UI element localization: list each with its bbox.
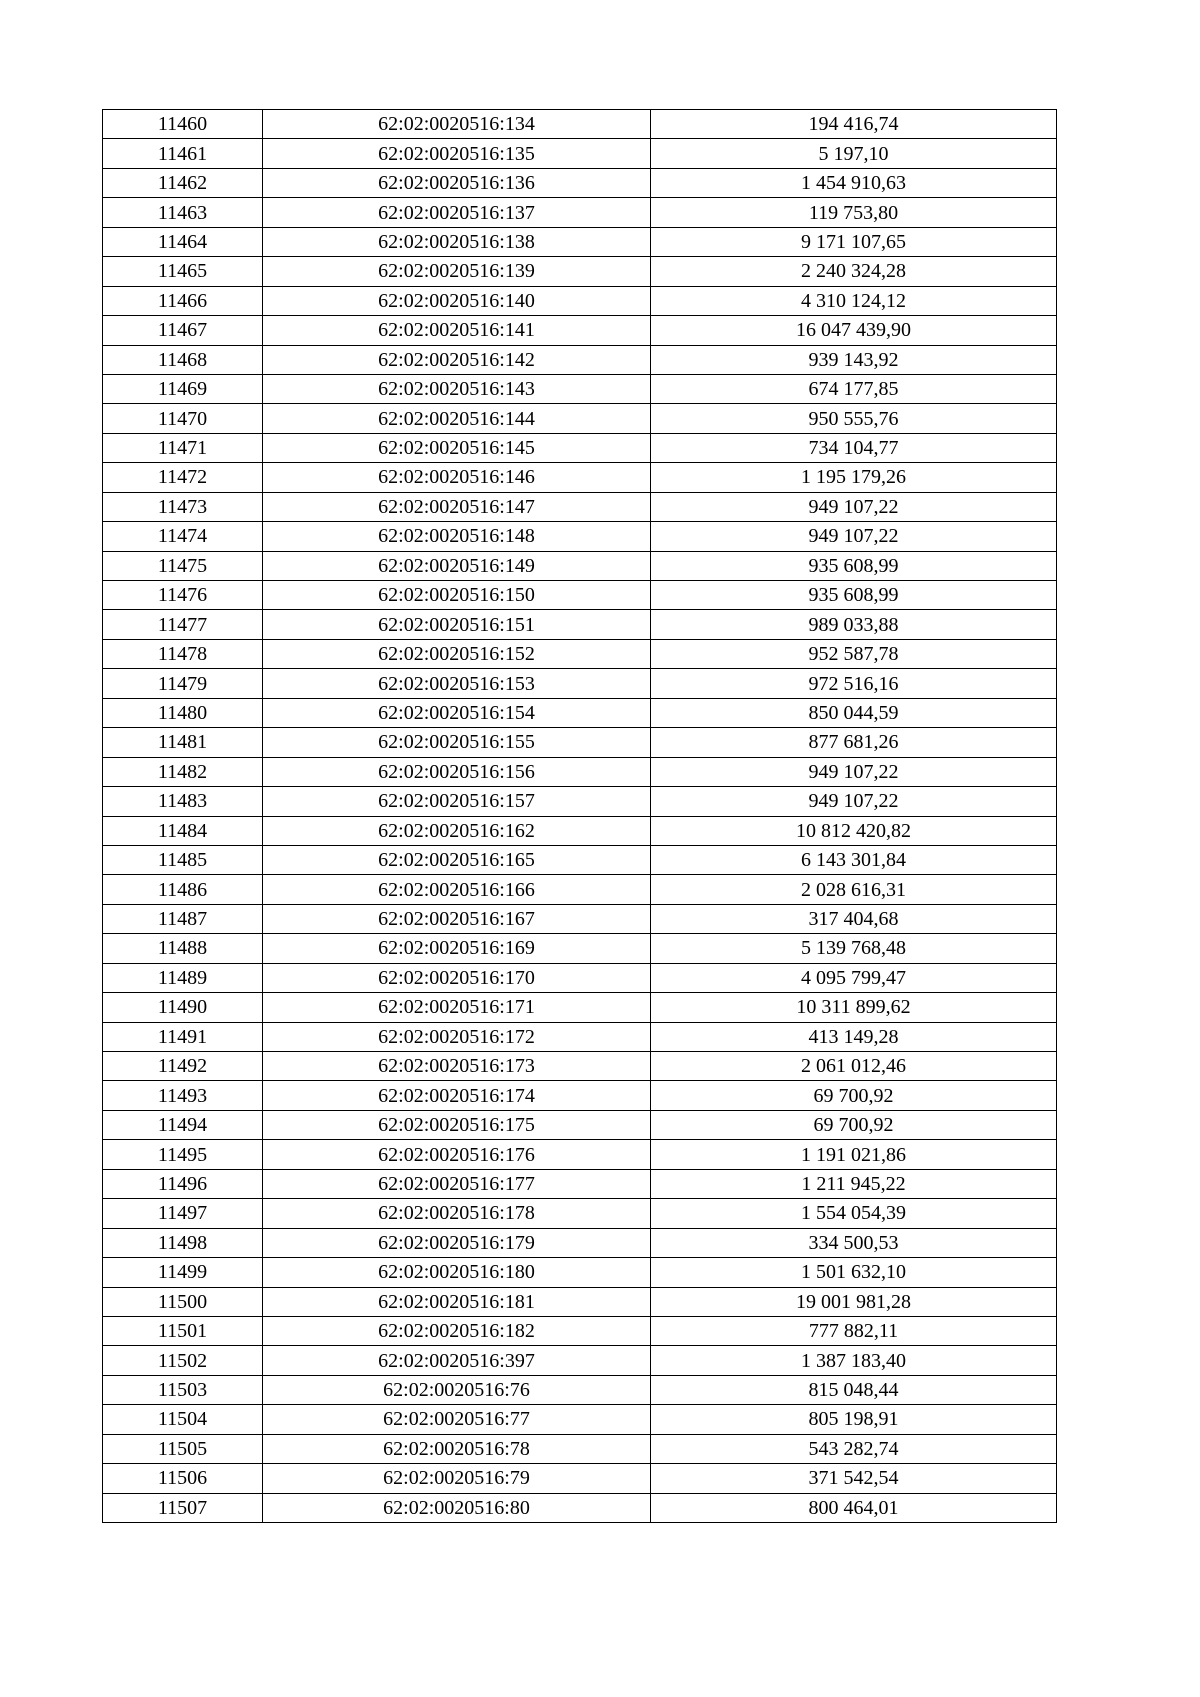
cadastral-value-cell: 5 197,10 [651, 139, 1057, 168]
table-body [103, 110, 1057, 1523]
row-number-cell: 11480 [103, 698, 263, 727]
table-row [103, 139, 1057, 168]
row-number-cell: 11492 [103, 1052, 263, 1081]
cadastral-value-cell: 952 587,78 [651, 639, 1057, 668]
cadastral-number-cell: 62:02:0020516:180 [263, 1258, 651, 1287]
cadastral-number-cell: 62:02:0020516:146 [263, 463, 651, 492]
table-row [103, 522, 1057, 551]
cadastral-number-cell: 62:02:0020516:165 [263, 845, 651, 874]
table-row [103, 757, 1057, 786]
row-number-cell: 11462 [103, 168, 263, 197]
cadastral-value-cell: 10 812 420,82 [651, 816, 1057, 845]
cadastral-value-cell: 1 211 945,22 [651, 1169, 1057, 1198]
table-row [103, 1464, 1057, 1493]
cadastral-value-cell: 805 198,91 [651, 1405, 1057, 1434]
cadastral-value-cell: 413 149,28 [651, 1022, 1057, 1051]
cadastral-value-cell: 9 171 107,65 [651, 227, 1057, 256]
table-row [103, 1493, 1057, 1522]
cadastral-number-cell: 62:02:0020516:138 [263, 227, 651, 256]
row-number-cell: 11500 [103, 1287, 263, 1316]
cadastral-value-cell: 10 311 899,62 [651, 993, 1057, 1022]
cadastral-number-cell: 62:02:0020516:175 [263, 1110, 651, 1139]
cadastral-number-cell: 62:02:0020516:181 [263, 1287, 651, 1316]
cadastral-value-cell: 1 191 021,86 [651, 1140, 1057, 1169]
row-number-cell: 11467 [103, 316, 263, 345]
table-row [103, 404, 1057, 433]
cadastral-number-cell: 62:02:0020516:80 [263, 1493, 651, 1522]
cadastral-value-cell: 734 104,77 [651, 433, 1057, 462]
table-row [103, 904, 1057, 933]
table-row [103, 1140, 1057, 1169]
cadastral-value-cell: 16 047 439,90 [651, 316, 1057, 345]
row-number-cell: 11473 [103, 492, 263, 521]
table-row [103, 257, 1057, 286]
cadastral-number-cell: 62:02:0020516:172 [263, 1022, 651, 1051]
cadastral-number-cell: 62:02:0020516:174 [263, 1081, 651, 1110]
cadastral-number-cell: 62:02:0020516:139 [263, 257, 651, 286]
row-number-cell: 11479 [103, 669, 263, 698]
table-row [103, 993, 1057, 1022]
row-number-cell: 11470 [103, 404, 263, 433]
table-row [103, 1316, 1057, 1345]
row-number-cell: 11497 [103, 1199, 263, 1228]
cadastral-value-cell: 1 454 910,63 [651, 168, 1057, 197]
table-row [103, 286, 1057, 315]
row-number-cell: 11493 [103, 1081, 263, 1110]
table-row [103, 227, 1057, 256]
cadastral-value-cell: 5 139 768,48 [651, 934, 1057, 963]
cadastral-value-cell: 69 700,92 [651, 1110, 1057, 1139]
cadastral-number-cell: 62:02:0020516:78 [263, 1434, 651, 1463]
cadastral-value-cell: 371 542,54 [651, 1464, 1057, 1493]
cadastral-value-cell: 950 555,76 [651, 404, 1057, 433]
table-row [103, 963, 1057, 992]
row-number-cell: 11505 [103, 1434, 263, 1463]
row-number-cell: 11465 [103, 257, 263, 286]
row-number-cell: 11499 [103, 1258, 263, 1287]
cadastral-number-cell: 62:02:0020516:178 [263, 1199, 651, 1228]
cadastral-value-cell: 949 107,22 [651, 492, 1057, 521]
row-number-cell: 11491 [103, 1022, 263, 1051]
cadastral-number-cell: 62:02:0020516:397 [263, 1346, 651, 1375]
cadastral-value-cell: 194 416,74 [651, 110, 1057, 139]
row-number-cell: 11498 [103, 1228, 263, 1257]
cadastral-number-cell: 62:02:0020516:145 [263, 433, 651, 462]
cadastral-number-cell: 62:02:0020516:144 [263, 404, 651, 433]
table-row [103, 610, 1057, 639]
row-number-cell: 11482 [103, 757, 263, 786]
cadastral-number-cell: 62:02:0020516:169 [263, 934, 651, 963]
row-number-cell: 11487 [103, 904, 263, 933]
row-number-cell: 11476 [103, 581, 263, 610]
cadastral-value-cell: 935 608,99 [651, 581, 1057, 610]
cadastral-number-cell: 62:02:0020516:177 [263, 1169, 651, 1198]
row-number-cell: 11502 [103, 1346, 263, 1375]
cadastral-number-cell: 62:02:0020516:136 [263, 168, 651, 197]
cadastral-value-cell: 2 061 012,46 [651, 1052, 1057, 1081]
cadastral-value-cell: 949 107,22 [651, 787, 1057, 816]
cadastral-number-cell: 62:02:0020516:135 [263, 139, 651, 168]
cadastral-value-cell: 939 143,92 [651, 345, 1057, 374]
table-row [103, 374, 1057, 403]
row-number-cell: 11501 [103, 1316, 263, 1345]
row-number-cell: 11506 [103, 1464, 263, 1493]
row-number-cell: 11483 [103, 787, 263, 816]
cadastral-number-cell: 62:02:0020516:166 [263, 875, 651, 904]
cadastral-number-cell: 62:02:0020516:134 [263, 110, 651, 139]
row-number-cell: 11507 [103, 1493, 263, 1522]
table-row [103, 698, 1057, 727]
cadastral-number-cell: 62:02:0020516:140 [263, 286, 651, 315]
row-number-cell: 11489 [103, 963, 263, 992]
table-row [103, 551, 1057, 580]
table-row [103, 168, 1057, 197]
cadastral-value-cell: 2 240 324,28 [651, 257, 1057, 286]
row-number-cell: 11490 [103, 993, 263, 1022]
cadastral-number-cell: 62:02:0020516:171 [263, 993, 651, 1022]
table-row [103, 1258, 1057, 1287]
table-row [103, 787, 1057, 816]
row-number-cell: 11477 [103, 610, 263, 639]
cadastral-number-cell: 62:02:0020516:148 [263, 522, 651, 551]
row-number-cell: 11471 [103, 433, 263, 462]
cadastral-number-cell: 62:02:0020516:162 [263, 816, 651, 845]
cadastral-number-cell: 62:02:0020516:173 [263, 1052, 651, 1081]
table-row [103, 110, 1057, 139]
table-row [103, 816, 1057, 845]
cadastral-number-cell: 62:02:0020516:142 [263, 345, 651, 374]
table-row [103, 1199, 1057, 1228]
cadastral-value-cell: 2 028 616,31 [651, 875, 1057, 904]
table-row [103, 934, 1057, 963]
table-row [103, 316, 1057, 345]
table-row [103, 433, 1057, 462]
row-number-cell: 11469 [103, 374, 263, 403]
cadastral-value-cell: 119 753,80 [651, 198, 1057, 227]
cadastral-number-cell: 62:02:0020516:149 [263, 551, 651, 580]
cadastral-value-cell: 1 501 632,10 [651, 1258, 1057, 1287]
cadastral-number-cell: 62:02:0020516:167 [263, 904, 651, 933]
table-row [103, 1287, 1057, 1316]
cadastral-value-cell: 949 107,22 [651, 522, 1057, 551]
cadastral-number-cell: 62:02:0020516:141 [263, 316, 651, 345]
row-number-cell: 11461 [103, 139, 263, 168]
row-number-cell: 11481 [103, 728, 263, 757]
table-row [103, 845, 1057, 874]
cadastral-number-cell: 62:02:0020516:156 [263, 757, 651, 786]
table-row [103, 1081, 1057, 1110]
cadastral-number-cell: 62:02:0020516:77 [263, 1405, 651, 1434]
cadastral-value-cell: 1 387 183,40 [651, 1346, 1057, 1375]
table-row [103, 1434, 1057, 1463]
cadastral-value-cell: 972 516,16 [651, 669, 1057, 698]
cadastral-value-cell: 1 554 054,39 [651, 1199, 1057, 1228]
table-row [103, 669, 1057, 698]
cadastral-value-cell: 4 095 799,47 [651, 963, 1057, 992]
row-number-cell: 11495 [103, 1140, 263, 1169]
cadastral-value-cell: 949 107,22 [651, 757, 1057, 786]
cadastral-number-cell: 62:02:0020516:153 [263, 669, 651, 698]
table-row [103, 1375, 1057, 1404]
cadastral-value-cell: 989 033,88 [651, 610, 1057, 639]
cadastral-number-cell: 62:02:0020516:155 [263, 728, 651, 757]
cadastral-value-table [102, 109, 1057, 1523]
row-number-cell: 11496 [103, 1169, 263, 1198]
cadastral-value-cell: 850 044,59 [651, 698, 1057, 727]
cadastral-number-cell: 62:02:0020516:176 [263, 1140, 651, 1169]
row-number-cell: 11478 [103, 639, 263, 668]
row-number-cell: 11472 [103, 463, 263, 492]
cadastral-value-cell: 877 681,26 [651, 728, 1057, 757]
row-number-cell: 11486 [103, 875, 263, 904]
row-number-cell: 11475 [103, 551, 263, 580]
table-row [103, 345, 1057, 374]
row-number-cell: 11484 [103, 816, 263, 845]
cadastral-number-cell: 62:02:0020516:182 [263, 1316, 651, 1345]
cadastral-number-cell: 62:02:0020516:154 [263, 698, 651, 727]
row-number-cell: 11468 [103, 345, 263, 374]
cadastral-value-cell: 19 001 981,28 [651, 1287, 1057, 1316]
cadastral-value-cell: 69 700,92 [651, 1081, 1057, 1110]
row-number-cell: 11460 [103, 110, 263, 139]
cadastral-number-cell: 62:02:0020516:143 [263, 374, 651, 403]
table-row [103, 1110, 1057, 1139]
table-row [103, 875, 1057, 904]
table-row [103, 1405, 1057, 1434]
cadastral-number-cell: 62:02:0020516:150 [263, 581, 651, 610]
row-number-cell: 11503 [103, 1375, 263, 1404]
table-row [103, 1022, 1057, 1051]
row-number-cell: 11464 [103, 227, 263, 256]
cadastral-number-cell: 62:02:0020516:147 [263, 492, 651, 521]
cadastral-value-cell: 815 048,44 [651, 1375, 1057, 1404]
cadastral-number-cell: 62:02:0020516:137 [263, 198, 651, 227]
table-row [103, 1346, 1057, 1375]
table-row [103, 1052, 1057, 1081]
table-row [103, 728, 1057, 757]
cadastral-number-cell: 62:02:0020516:179 [263, 1228, 651, 1257]
cadastral-value-cell: 334 500,53 [651, 1228, 1057, 1257]
row-number-cell: 11463 [103, 198, 263, 227]
row-number-cell: 11466 [103, 286, 263, 315]
cadastral-value-cell: 543 282,74 [651, 1434, 1057, 1463]
cadastral-value-cell: 777 882,11 [651, 1316, 1057, 1345]
row-number-cell: 11485 [103, 845, 263, 874]
table-row [103, 1169, 1057, 1198]
table-row [103, 198, 1057, 227]
cadastral-value-cell: 4 310 124,12 [651, 286, 1057, 315]
cadastral-number-cell: 62:02:0020516:76 [263, 1375, 651, 1404]
cadastral-value-cell: 674 177,85 [651, 374, 1057, 403]
table-row [103, 581, 1057, 610]
row-number-cell: 11488 [103, 934, 263, 963]
table-row [103, 1228, 1057, 1257]
row-number-cell: 11474 [103, 522, 263, 551]
cadastral-value-cell: 1 195 179,26 [651, 463, 1057, 492]
table-row [103, 639, 1057, 668]
table-row [103, 463, 1057, 492]
row-number-cell: 11494 [103, 1110, 263, 1139]
cadastral-number-cell: 62:02:0020516:152 [263, 639, 651, 668]
cadastral-number-cell: 62:02:0020516:79 [263, 1464, 651, 1493]
table-row [103, 492, 1057, 521]
cadastral-number-cell: 62:02:0020516:157 [263, 787, 651, 816]
cadastral-number-cell: 62:02:0020516:151 [263, 610, 651, 639]
row-number-cell: 11504 [103, 1405, 263, 1434]
cadastral-value-cell: 935 608,99 [651, 551, 1057, 580]
cadastral-value-cell: 800 464,01 [651, 1493, 1057, 1522]
cadastral-value-cell: 317 404,68 [651, 904, 1057, 933]
cadastral-number-cell: 62:02:0020516:170 [263, 963, 651, 992]
cadastral-value-cell: 6 143 301,84 [651, 845, 1057, 874]
